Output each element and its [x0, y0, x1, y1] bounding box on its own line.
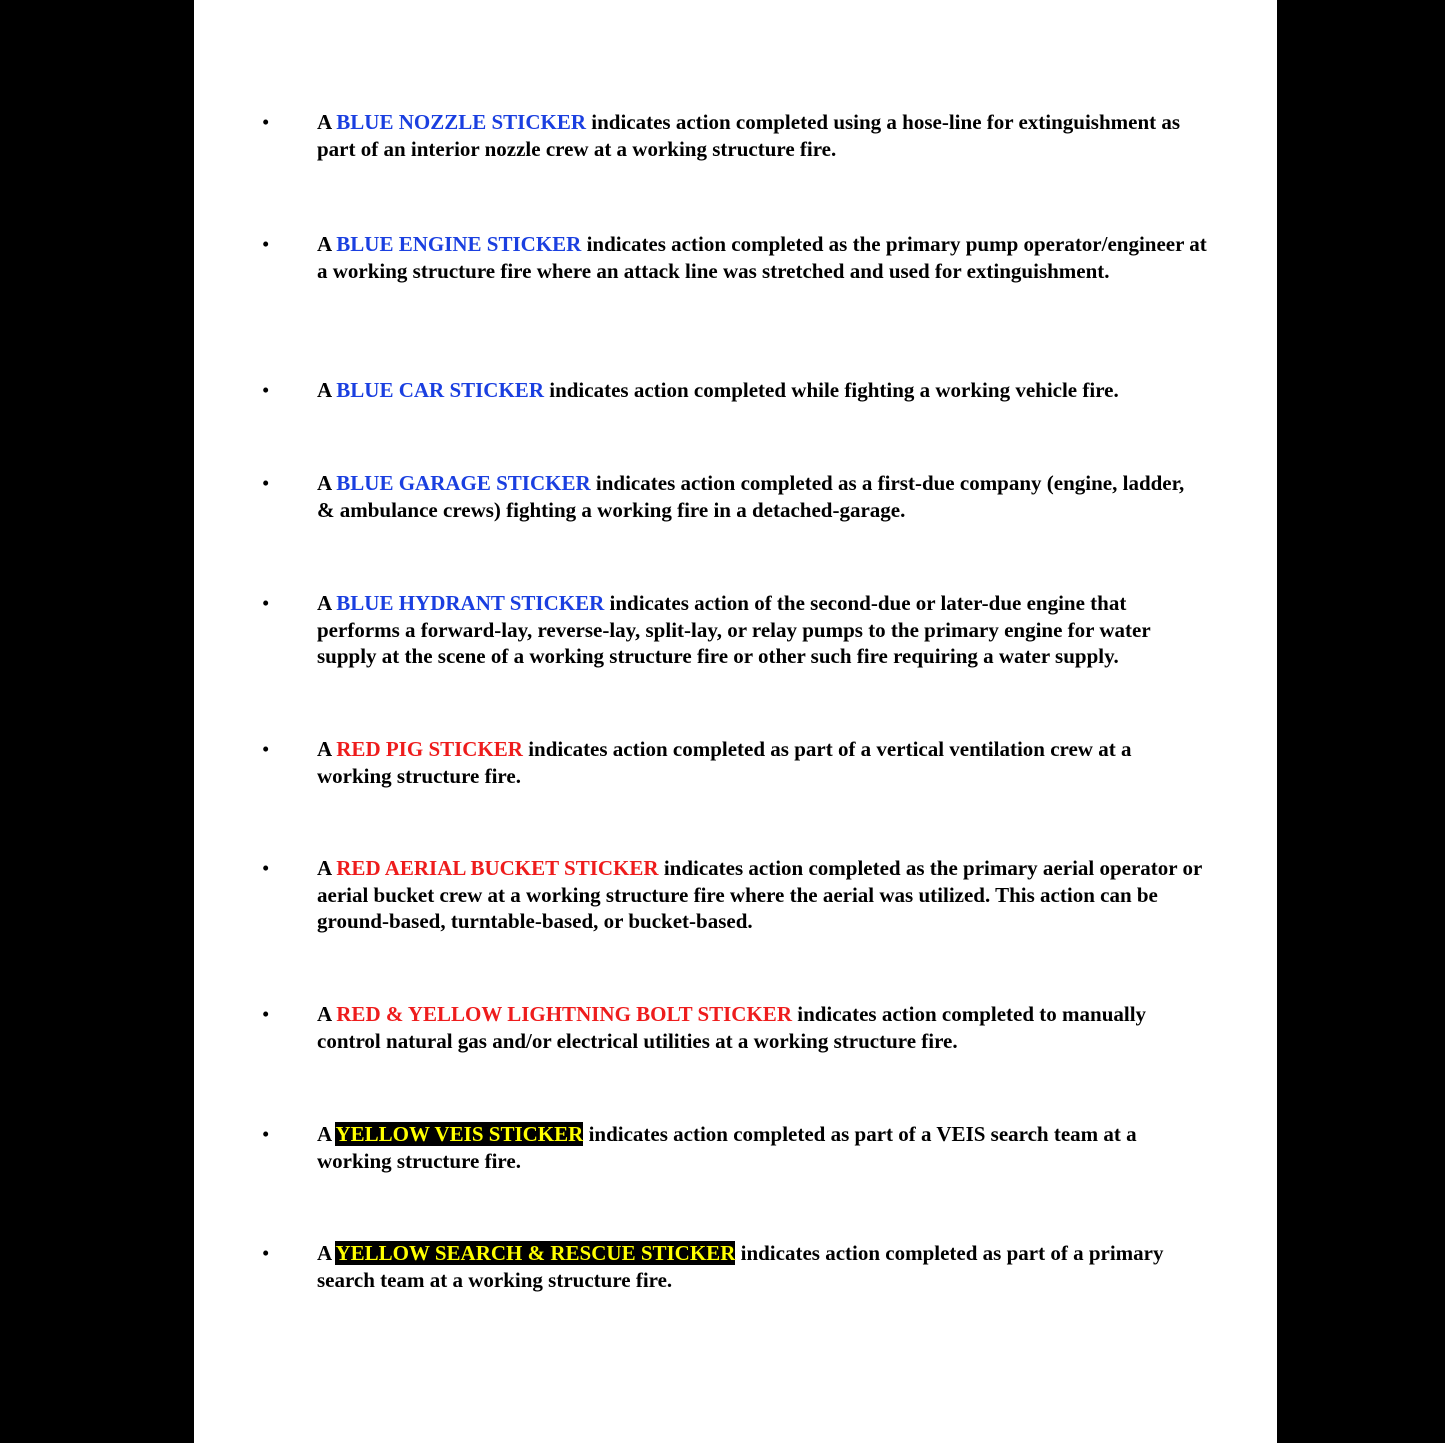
item-description: indicates action completed as part of a primary search team at a working structure fire.	[317, 1241, 1164, 1292]
bullet: •	[262, 110, 270, 134]
sticker-name: BLUE ENGINE STICKER	[336, 232, 582, 256]
sticker-name: BLUE HYDRANT STICKER	[336, 591, 605, 615]
sticker-name: BLUE CAR STICKER	[336, 378, 544, 402]
document-page	[194, 0, 1277, 1443]
list-item-text	[317, 377, 1207, 404]
item-description: indicates action completed as the primary aerial operator or aerial bucket crew at a working structure fire where the aerial was utilized. This action can be ground-based, turntable-based, or bucket-based.	[317, 856, 1202, 933]
bullet: •	[262, 232, 270, 256]
list-item-text	[317, 590, 1207, 670]
item-lead: A	[317, 471, 337, 495]
bullet: •	[262, 1002, 270, 1026]
item-lead: A	[317, 591, 337, 615]
bullet: •	[262, 1241, 270, 1265]
sticker-name: YELLOW VEIS STICKER	[335, 1122, 584, 1146]
item-lead: A	[317, 856, 337, 880]
item-lead: A	[317, 378, 337, 402]
sticker-name: RED & YELLOW LIGHTNING BOLT STICKER	[336, 1002, 792, 1026]
list-item-text	[317, 231, 1207, 284]
item-description: indicates action completed as a first-due company (engine, ladder, & ambulance crews) fighting a working fire in a detached-garage.	[317, 471, 1185, 522]
list-item-text	[317, 855, 1207, 935]
bullet: •	[262, 378, 270, 402]
item-description: indicates action completed as the primary pump operator/engineer at a working structure fire where an attack line was stretched and used for extinguishment.	[317, 232, 1207, 283]
item-description: indicates action completed while fighting a working vehicle fire.	[543, 378, 1119, 402]
list-item-text	[317, 1240, 1207, 1293]
list-item-text	[317, 470, 1207, 523]
item-description: indicates action completed as part of a VEIS search team at a working structure fire.	[317, 1122, 1137, 1173]
sticker-name: BLUE GARAGE STICKER	[336, 471, 591, 495]
list-item-text	[317, 1001, 1207, 1054]
bullet: •	[262, 737, 270, 761]
item-lead: A	[317, 1122, 336, 1146]
bullet: •	[262, 1122, 270, 1146]
sticker-name: RED PIG STICKER	[336, 737, 523, 761]
bullet: •	[262, 591, 270, 615]
item-lead: A	[317, 737, 337, 761]
item-description: indicates action completed using a hose-line for extinguishment as part of an interior nozzle crew at a working structure fire.	[317, 110, 1181, 161]
item-lead: A	[317, 1002, 337, 1026]
item-description: indicates action completed as part of a vertical ventilation crew at a working structure fire.	[317, 737, 1132, 788]
sticker-name: YELLOW SEARCH & RESCUE STICKER	[335, 1241, 736, 1265]
sticker-name: BLUE NOZZLE STICKER	[336, 110, 587, 134]
item-lead: A	[317, 110, 337, 134]
sticker-name: RED AERIAL BUCKET STICKER	[336, 856, 659, 880]
item-lead: A	[317, 232, 337, 256]
item-lead: A	[317, 1241, 336, 1265]
item-description: indicates action of the second-due or later-due engine that performs a forward-lay, reverse-lay, split-lay, or relay pumps to the primary engine for water supply at the scene of a working structure fire or other such fire requiring a water supply.	[317, 591, 1151, 668]
list-item-text	[317, 1121, 1207, 1174]
bullet: •	[262, 471, 270, 495]
bullet: •	[262, 856, 270, 880]
list-item-text	[317, 109, 1207, 162]
item-description: indicates action completed to manually control natural gas and/or electrical utilities at a working structure fire.	[317, 1002, 1147, 1053]
list-item-text	[317, 736, 1207, 789]
